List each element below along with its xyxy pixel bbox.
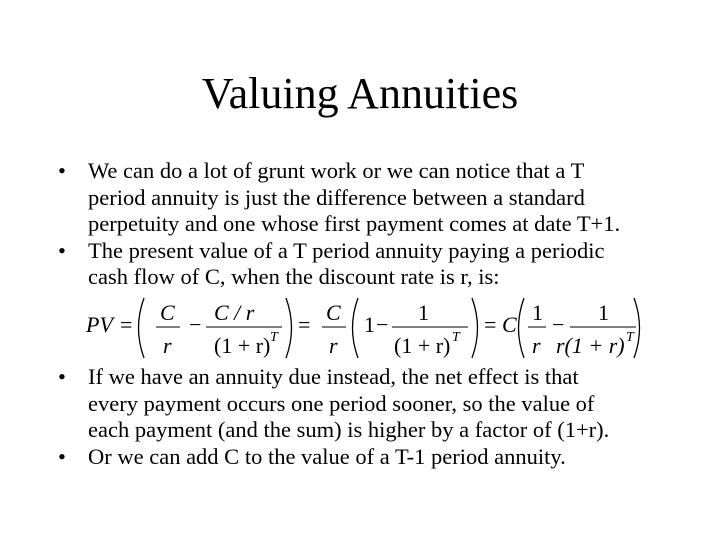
- denominator-r: r: [163, 333, 172, 358]
- minus-sign: −: [189, 312, 202, 337]
- bullet-list-top: [58, 158, 698, 291]
- pv-symbol: PV: [86, 312, 113, 337]
- left-paren-2: [353, 298, 359, 358]
- bullet-list-bottom: [58, 364, 698, 470]
- equals-sign: =: [298, 312, 311, 337]
- denominator-r: r: [329, 333, 338, 358]
- formula-graphic: [86, 292, 646, 364]
- exponent-t: T: [626, 330, 634, 345]
- bullet-text: The present value of a T period annuity paying a periodic cash flow of C, when the discount rate is r, is:: [88, 237, 605, 289]
- minus-sign: −: [552, 312, 565, 337]
- numerator-c-over-r: C / r: [214, 300, 255, 325]
- denominator-one-plus-r: (1 + r): [394, 333, 451, 358]
- numerator-one: 1: [418, 300, 429, 325]
- bullet-text: If we have an annuity due instead, the net effect is that every payment occurs one period sooner, so the value of each payment (and the sum) is higher by a factor of (1+r).: [88, 364, 610, 442]
- numerator-one: 1: [532, 300, 543, 325]
- denominator-one-plus-r: (1 + r): [214, 333, 271, 358]
- right-paren-3: [634, 298, 640, 358]
- factor-c: C: [502, 312, 517, 337]
- bullet-text: We can do a lot of grunt work or we can notice that a T period annuity is just the difference between a standard perpetuity and one whose first payment comes at date T+1.: [88, 158, 621, 236]
- bullet-item: [58, 158, 698, 238]
- bullet-icon: •: [58, 237, 66, 263]
- numerator-c: C: [326, 300, 341, 325]
- bullet-icon: •: [58, 443, 66, 469]
- denominator-r-one-plus-r: r(1 + r): [556, 333, 625, 358]
- right-paren-1: [286, 298, 292, 358]
- one: 1: [364, 312, 375, 337]
- bullet-text: Or we can add C to the value of a T-1 period annuity.: [88, 443, 566, 469]
- equals-sign: =: [484, 312, 497, 337]
- annuity-formula: [86, 292, 646, 364]
- exponent-t: T: [452, 330, 460, 345]
- left-paren-3: [519, 298, 525, 358]
- numerator-c: C: [160, 300, 175, 325]
- bullet-item: [58, 364, 698, 444]
- minus-sign: −: [376, 312, 389, 337]
- bullet-item: [58, 238, 698, 291]
- bullet-icon: •: [58, 364, 66, 389]
- left-paren-1: [139, 298, 145, 358]
- slide-title: Valuing Annuities: [201, 69, 519, 118]
- exponent-t: T: [270, 330, 278, 345]
- right-paren-2: [472, 298, 478, 358]
- equals-sign: =: [120, 312, 133, 337]
- bullet-item: [58, 444, 698, 471]
- denominator-r: r: [532, 333, 541, 358]
- bullet-icon: •: [58, 158, 66, 183]
- numerator-one: 1: [598, 300, 609, 325]
